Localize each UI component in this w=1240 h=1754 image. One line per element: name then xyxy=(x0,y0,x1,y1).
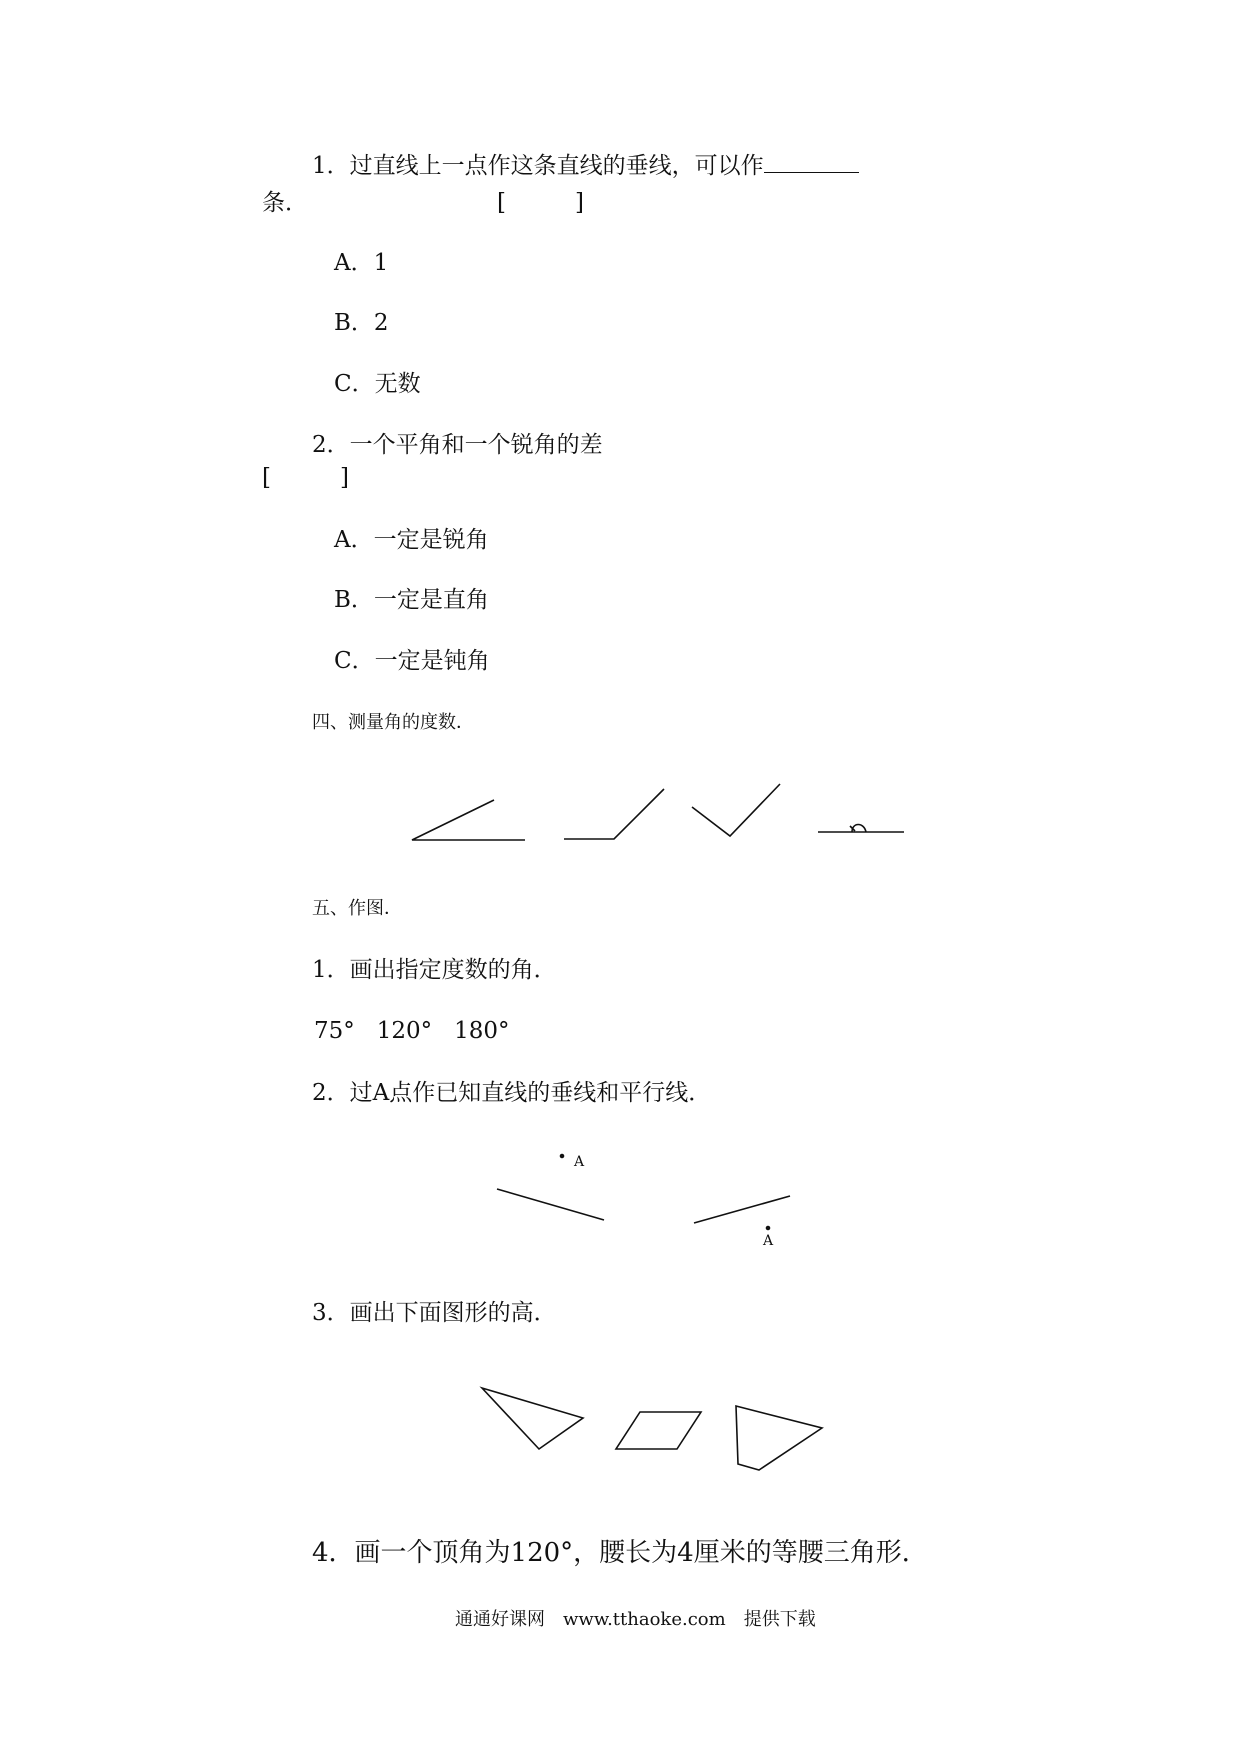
point-a-label-right: A xyxy=(763,1233,774,1249)
q1-stem: 1．过直线上一点作这条直线的垂线，可以作 xyxy=(312,150,859,181)
parallelogram-shape xyxy=(616,1412,701,1449)
q1-option-c: C．无数 xyxy=(334,371,421,397)
section5-title: 五、作图． xyxy=(312,898,402,919)
point-a-right xyxy=(766,1226,770,1230)
q2-option-b: B．一定是直角 xyxy=(334,587,489,613)
angle-figure-2 xyxy=(564,789,664,839)
q1-stem-end: 条． xyxy=(262,190,308,216)
section5-item3: 3．画出下面图形的高． xyxy=(312,1300,557,1326)
section5-item1: 1．画出指定度数的角． xyxy=(312,957,557,983)
q1-option-b: B．2 xyxy=(334,310,389,336)
triangle-shape xyxy=(482,1388,583,1449)
angle-figure-1 xyxy=(412,800,525,840)
q2-option-c: C．一定是钝角 xyxy=(334,648,490,674)
q1-option-a: A．1 xyxy=(334,250,389,276)
q2-stem: 2．一个平角和一个锐角的差 xyxy=(312,432,603,458)
quadrilateral-shape xyxy=(736,1406,822,1470)
point-a-left xyxy=(560,1154,564,1158)
page-footer: 通通好课网 www.tthaoke.com 提供下载 xyxy=(455,1609,816,1630)
section4-title: 四、测量角的度数． xyxy=(312,712,474,733)
degree-120: 120° xyxy=(376,1018,433,1044)
section5-item2: 2．过A点作已知直线的垂线和平行线． xyxy=(312,1080,712,1106)
degree-75: 75° xyxy=(314,1018,355,1044)
point-a-label-left: A xyxy=(574,1154,585,1170)
angle-figure-3 xyxy=(692,784,780,836)
q2-option-a: A．一定是锐角 xyxy=(334,527,489,553)
degree-180: 180° xyxy=(454,1018,510,1044)
section5-item4: 4．画一个顶角为120°，腰长为4厘米的等腰三角形． xyxy=(312,1538,928,1568)
given-line-right xyxy=(694,1196,790,1223)
q1-answer-bracket[interactable]: [ ] xyxy=(497,190,584,216)
q2-answer-bracket[interactable]: [ ] xyxy=(262,465,349,491)
given-line-left xyxy=(497,1189,604,1220)
